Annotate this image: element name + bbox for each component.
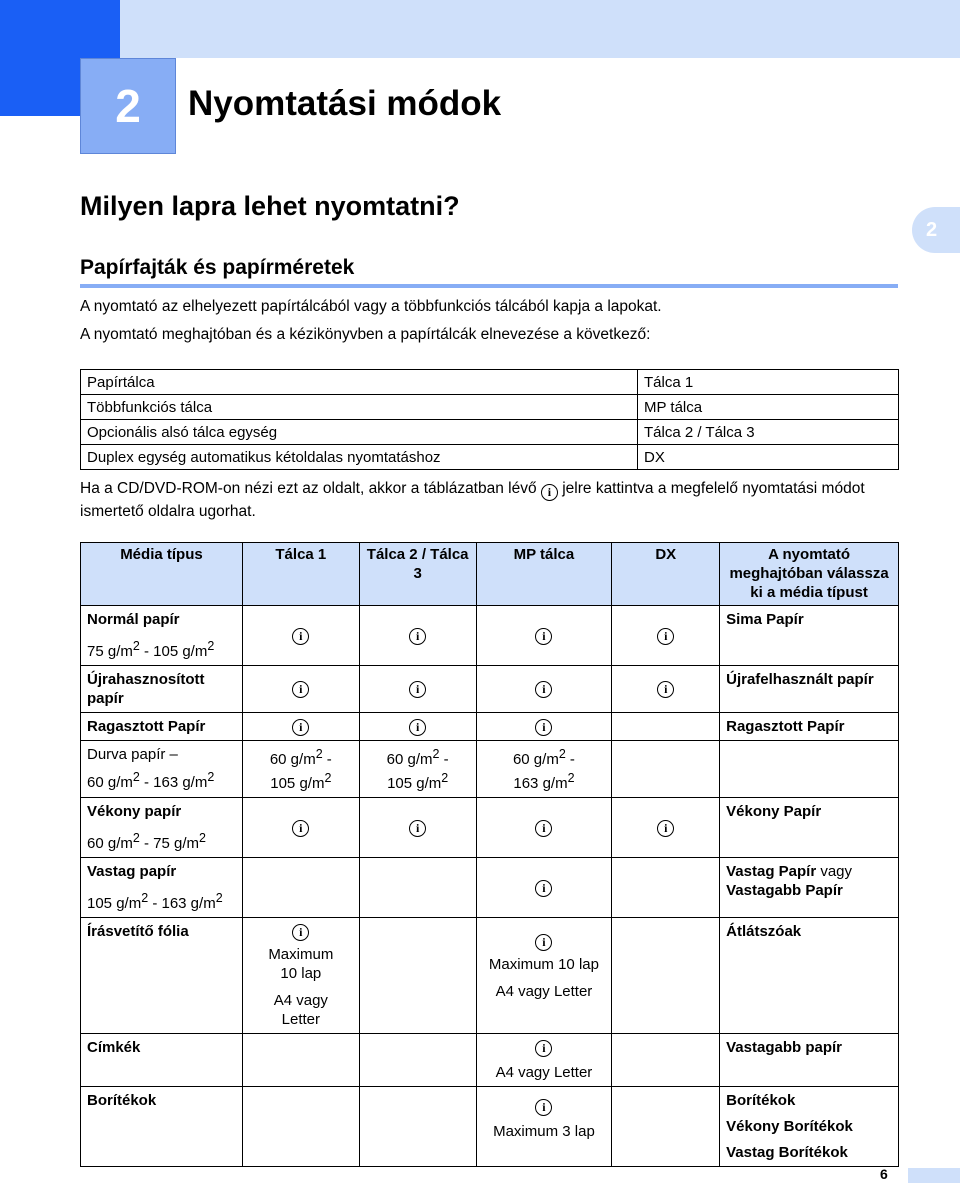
mp-cell xyxy=(476,713,612,741)
col-header-dx: DX xyxy=(612,543,720,606)
driver-cell: Borítékok Vékony Borítékok Vastag Borítékok xyxy=(720,1087,899,1167)
mp-cell: i A4 vagy Letter xyxy=(476,1034,612,1087)
subsection-title: Papírfajták és papírméretek xyxy=(80,256,355,279)
media-name: Borítékok xyxy=(81,1087,243,1167)
info-link-icon[interactable]: i xyxy=(409,628,426,645)
info-link-icon[interactable]: i xyxy=(535,628,552,645)
driver-cell: Újrafelhasznált papír xyxy=(720,666,899,713)
table-row xyxy=(81,1034,899,1087)
tray-label: MP tálca xyxy=(638,395,899,420)
subsection-rule xyxy=(80,284,898,288)
info-link-icon[interactable]: i xyxy=(535,880,552,897)
info-link-icon[interactable]: i xyxy=(657,681,674,698)
media-cell xyxy=(81,606,243,666)
intro-line-2: A nyomtató meghajtóban és a kézikönyvben a papírtálcák elnevezése a következő: xyxy=(80,326,651,343)
table-row xyxy=(81,666,899,713)
tray-names-table xyxy=(80,369,899,470)
mp-cell: i Maximum 3 lap xyxy=(476,1087,612,1167)
media-cell xyxy=(81,741,243,798)
table-row xyxy=(81,798,899,858)
mp-cell: i Maximum 10 lap A4 vagy Letter xyxy=(476,918,612,1034)
tray1-cell xyxy=(242,1087,359,1167)
info-link-icon[interactable]: i xyxy=(292,719,309,736)
tray2-cell xyxy=(359,606,476,666)
tray1-cell xyxy=(242,798,359,858)
cd-rom-note xyxy=(80,478,900,523)
col-header-media-type: Média típus xyxy=(81,543,243,606)
media-cell xyxy=(81,798,243,858)
intro-line-1: A nyomtató az elhelyezett papírtálcából vagy a többfunkciós tálcából kapja a lapokat. xyxy=(80,298,662,315)
driver-cell: Vékony Papír xyxy=(720,798,899,858)
tray1-cell xyxy=(242,858,359,918)
media-name: Újrahasznosított papír xyxy=(81,666,243,713)
tray-label: Tálca 1 xyxy=(638,370,899,395)
media-weight: 60 $g/m^2 - 75$ $g/m^2$ xyxy=(87,831,206,852)
info-link-icon[interactable]: i xyxy=(535,1099,552,1116)
dx-cell xyxy=(612,713,720,741)
tray1-cell xyxy=(242,606,359,666)
mp-cell xyxy=(476,798,612,858)
info-link-icon[interactable]: i xyxy=(535,681,552,698)
table-header-row xyxy=(81,543,899,606)
tray1-cell xyxy=(242,713,359,741)
info-link-icon[interactable]: i xyxy=(535,820,552,837)
table-row xyxy=(81,370,899,395)
section-title: Milyen lapra lehet nyomtatni? xyxy=(80,191,460,221)
info-link-icon[interactable]: i xyxy=(292,681,309,698)
col-header-driver: A nyomtató meghajtóban válassza ki a média típust xyxy=(720,543,899,606)
info-link-icon[interactable]: i xyxy=(657,820,674,837)
chapter-number: 2 xyxy=(80,58,176,154)
tray2-cell xyxy=(359,713,476,741)
info-link-icon[interactable]: i xyxy=(535,719,552,736)
tray-name: Duplex egység automatikus kétoldalas nyomtatáshoz xyxy=(81,445,638,470)
table-row xyxy=(81,1087,899,1167)
info-link-icon[interactable]: i xyxy=(409,681,426,698)
media-name: Durva papír – xyxy=(87,746,178,763)
page-number: 6 xyxy=(880,1166,888,1182)
info-link-icon[interactable]: i xyxy=(535,934,552,951)
tray-name: Többfunkciós tálca xyxy=(81,395,638,420)
media-weight: 105 $g/m^2 - 163$ $g/m^2$ xyxy=(87,891,223,912)
table-row xyxy=(81,395,899,420)
header-light-band xyxy=(120,0,960,58)
footer-band xyxy=(908,1168,960,1183)
info-link-icon[interactable]: i xyxy=(535,1040,552,1057)
mp-cell: 60 $g/m^2$ - 163 $g/m^2$ xyxy=(476,741,612,798)
tray2-cell xyxy=(359,918,476,1034)
col-header-tray2-3: Tálca 2 / Tálca 3 xyxy=(359,543,476,606)
dx-cell xyxy=(612,918,720,1034)
media-name: Normál papír xyxy=(87,611,180,628)
note-text-before: Ha a CD/DVD-ROM-on nézi ezt az oldalt, akkor a táblázatban lévő xyxy=(80,480,537,497)
chapter-side-tab[interactable]: 2 xyxy=(912,207,960,253)
chapter-title: Nyomtatási módok xyxy=(188,84,502,123)
table-row xyxy=(81,420,899,445)
table-row xyxy=(81,606,899,666)
table-row xyxy=(81,445,899,470)
col-header-tray1: Tálca 1 xyxy=(242,543,359,606)
tray-name: Papírtálca xyxy=(81,370,638,395)
driver-cell: Sima Papír xyxy=(720,606,899,666)
tray1-cell xyxy=(242,1034,359,1087)
tray-name: Opcionális alsó tálca egység xyxy=(81,420,638,445)
media-name: Vastag papír xyxy=(87,863,177,880)
dx-cell xyxy=(612,741,720,798)
col-header-mp-tray: MP tálca xyxy=(476,543,612,606)
table-row xyxy=(81,858,899,918)
tray1-cell xyxy=(242,666,359,713)
mp-cell xyxy=(476,666,612,713)
dx-cell xyxy=(612,1087,720,1167)
dx-cell xyxy=(612,606,720,666)
tray2-cell xyxy=(359,1034,476,1087)
media-weight: 75 $g/m^2 - 105$ $g/m^2$ xyxy=(87,639,215,660)
mp-cell xyxy=(476,606,612,666)
info-link-icon[interactable]: i xyxy=(292,820,309,837)
table-row xyxy=(81,713,899,741)
driver-cell: Ragasztott Papír xyxy=(720,713,899,741)
info-link-icon[interactable]: i xyxy=(409,719,426,736)
driver-cell xyxy=(720,741,899,798)
tray1-cell: i Maximum 10 lap A4 vagy Letter xyxy=(242,918,359,1034)
media-name: Címkék xyxy=(81,1034,243,1087)
dx-cell xyxy=(612,666,720,713)
media-weight: 60 $g/m^2 - 163$ $g/m^2$ xyxy=(87,770,215,791)
media-cell xyxy=(81,858,243,918)
info-icon: i xyxy=(541,484,558,501)
media-type-table xyxy=(80,542,899,1167)
info-link-icon[interactable]: i xyxy=(657,628,674,645)
table-row xyxy=(81,741,899,798)
tray-label: Tálca 2 / Tálca 3 xyxy=(638,420,899,445)
tray-label: DX xyxy=(638,445,899,470)
note-text-after: jelre kattintva a megfelelő nyomtatási módot ismertető oldalra ugorhat. xyxy=(80,480,865,520)
dx-cell xyxy=(612,858,720,918)
media-name: Ragasztott Papír xyxy=(81,713,243,741)
dx-cell xyxy=(612,798,720,858)
table-row xyxy=(81,918,899,1034)
driver-cell: Vastagabb papír xyxy=(720,1034,899,1087)
info-link-icon[interactable]: i xyxy=(409,820,426,837)
info-link-icon[interactable]: i xyxy=(292,628,309,645)
tray2-cell xyxy=(359,1087,476,1167)
media-name: Írásvetítő fólia xyxy=(81,918,243,1034)
mp-cell xyxy=(476,858,612,918)
tray2-cell xyxy=(359,798,476,858)
driver-cell: Vastag Papír vagy Vastagabb Papír xyxy=(720,858,899,918)
dx-cell xyxy=(612,1034,720,1087)
tray2-cell xyxy=(359,666,476,713)
tray2-cell: 60 $g/m^2$ - 105 $g/m^2$ xyxy=(359,741,476,798)
media-name: Vékony papír xyxy=(87,803,182,820)
driver-cell: Átlátszóak xyxy=(720,918,899,1034)
tray2-cell xyxy=(359,858,476,918)
info-link-icon[interactable]: i xyxy=(292,924,309,941)
tray1-cell: 60 $g/m^2$ - 105 $g/m^2$ xyxy=(242,741,359,798)
